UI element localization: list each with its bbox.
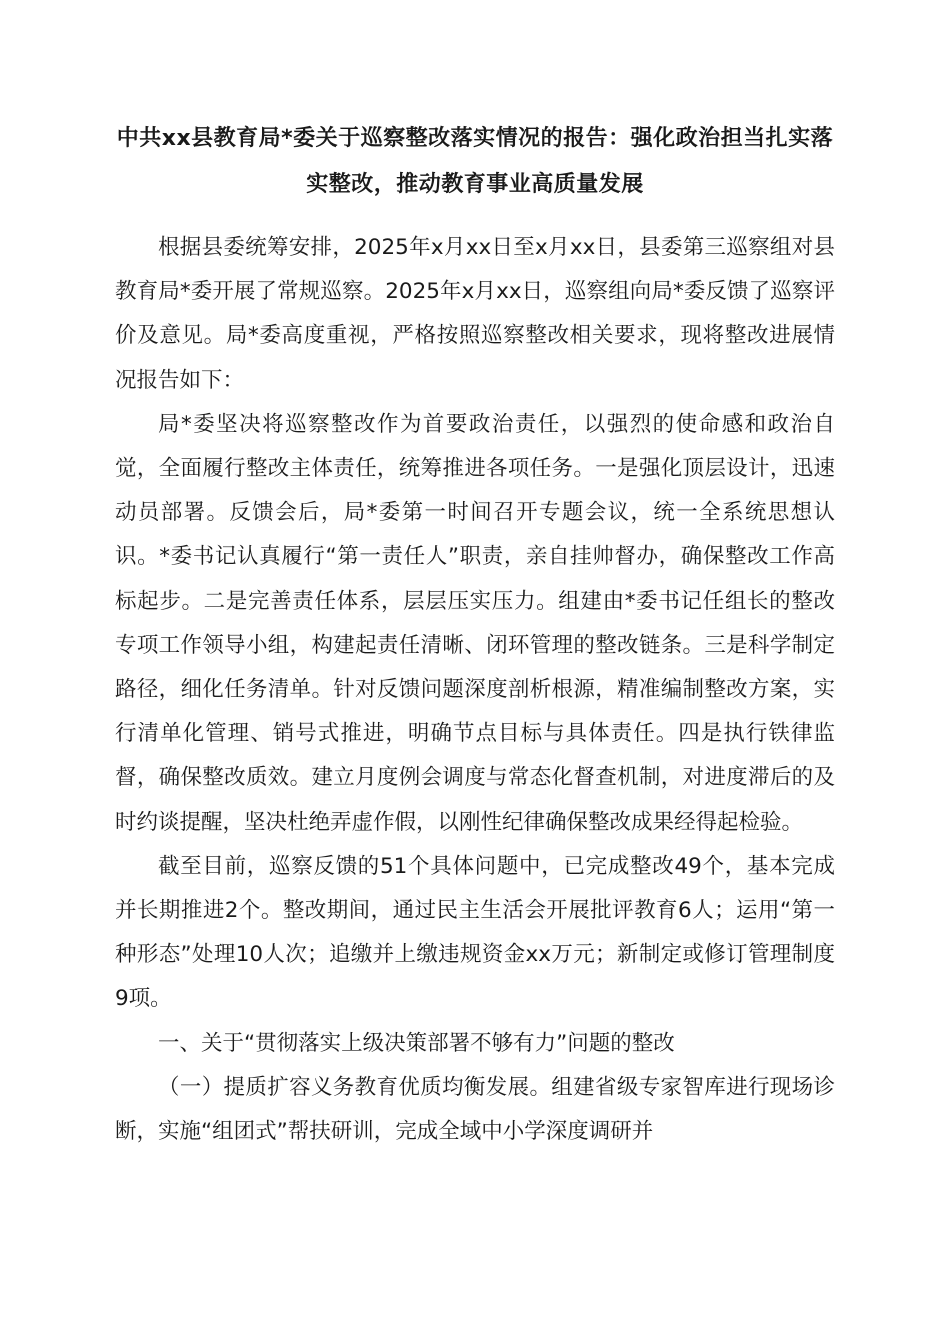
document-page <box>115 116 835 1154</box>
intro-paragraph: 根据县委统筹安排，2025年x月xx日至x月xx日，县委第三巡察组对县教育局*委开展了常规巡察。2025年x月xx日，巡察组向局*委反馈了巡察评价及意见。局*委高度重视，严格按照巡察整改相关要求，现将整改进展情况报告如下： <box>115 235 835 393</box>
body-paragraph-progress: 截至目前，巡察反馈的51个具体问题中，已完成整改49个，基本完成并长期推进2个。整改期间，通过民主生活会开展批评教育6人；运用“第一种形态”处理10人次；追缴并上缴违规资金xx万元；新制定或修订管理制度9项。 <box>115 853 835 1012</box>
document-title: 中共xx县教育局*委关于巡察整改落实情况的报告：强化政治担当扎实落实整改，推动教育事业高质量发展 <box>116 126 834 197</box>
subsection-paragraph: （一）提质扩容义务教育优质均衡发展。组建省级专家智库进行现场诊断，实施“组团式”帮扶研训，完成全域中小学深度调研并 <box>115 1074 835 1145</box>
body-paragraph-responsibility: 局*委坚决将巡察整改作为首要政治责任，以强烈的使命感和政治自觉，全面履行整改主体责任，统筹推进各项任务。一是强化顶层设计，迅速动员部署。反馈会后，局*委第一时间召开专题会议，统一全系统思想认识。*委书记认真履行“第一责任人”职责，亲自挂帅督办，确保整改工作高标起步。二是完善责任体系，层层压实压力。组建由*委书记任组长的整改专项工作领导小组，构建起责任清晰、闭环管理的整改链条。三是科学制定路径，细化任务清单。针对反馈问题深度剖析根源，精准编制整改方案，实行清单化管理、销号式推进，明确节点目标与具体责任。四是执行铁律监督，确保整改质效。建立月度例会调度与常态化督查机制，对进度滞后的及时约谈提醒，坚决杜绝弄虚作假，以刚性纪律确保整改成果经得起检验。 <box>115 411 835 835</box>
section-heading: 一、关于“贯彻落实上级决策部署不够有力”问题的整改 <box>158 1030 675 1056</box>
